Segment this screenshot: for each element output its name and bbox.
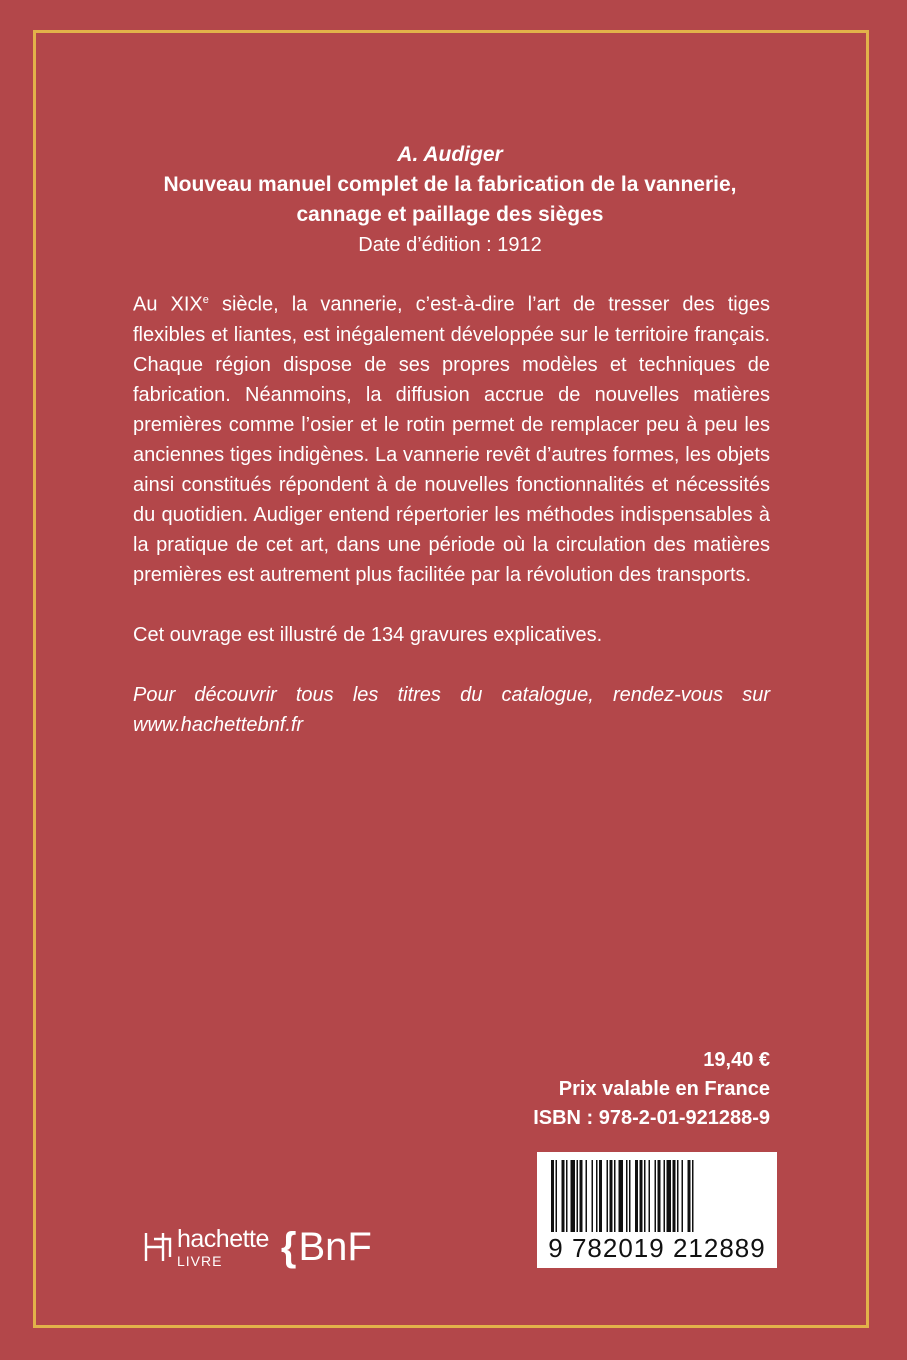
price: 19,40 € <box>703 1049 770 1071</box>
book-title-line2: cannage et paillage des sièges <box>296 203 604 226</box>
book-header <box>130 140 770 260</box>
barcode <box>537 1152 777 1268</box>
bnf-brace: { <box>280 1225 297 1269</box>
hachette-name: hachette <box>177 1224 269 1253</box>
barcode-number: 9 782019 212889 <box>548 1233 766 1263</box>
isbn: ISBN : 978-2-01-921288-9 <box>533 1107 770 1129</box>
hachette-logo <box>143 1224 269 1269</box>
description-start: Au XIX <box>133 293 203 316</box>
description-rest: siècle, la vannerie, c’est-à-dire l’art de tresser des tiges flexibles et liantes, est inégalement développée sur le territoire français. Chaque région dispose de ses propres modèles et techniques de fabrication. Néanmoins, la diffusion accrue de nouvelles matières premières comme l’osier et le rotin permet de remplacer peu à peu les anciennes tiges indigènes. La vannerie revêt d’autres formes, les objets ainsi constitués répondent à de nouvelles fonctionnalités et nécessités du quotidien. Audiger entend répertorier les méthodes indispensables à la pratique de cet art, dans une période où la circulation des matières premières est autrement plus facilitée par la révolution des transports. <box>133 293 770 586</box>
publisher-logos <box>143 1224 372 1270</box>
bnf-logo <box>281 1227 372 1267</box>
superscript-e: e <box>202 294 209 306</box>
price-block <box>533 1046 770 1133</box>
book-title-line1: Nouveau manuel complet de la fabrication de la vannerie, <box>163 173 737 196</box>
hachette-h-icon <box>143 1229 173 1265</box>
edition-date: Date d’édition : 1912 <box>358 234 542 256</box>
bnf-name: BnF <box>298 1225 372 1269</box>
book-description <box>133 285 770 770</box>
author-name: A. Audiger <box>397 143 503 166</box>
hachette-sub: LIVRE <box>177 1252 223 1269</box>
illustration-note: Cet ouvrage est illustré de 134 gravures explicatives. <box>133 623 603 646</box>
price-validity: Prix valable en France <box>558 1078 770 1100</box>
catalogue-note: Pour découvrir tous les titres du catalogue, rendez-vous sur www.hachettebnf.fr <box>133 683 770 736</box>
description-paragraph <box>133 285 770 590</box>
barcode-bars <box>547 1160 767 1232</box>
